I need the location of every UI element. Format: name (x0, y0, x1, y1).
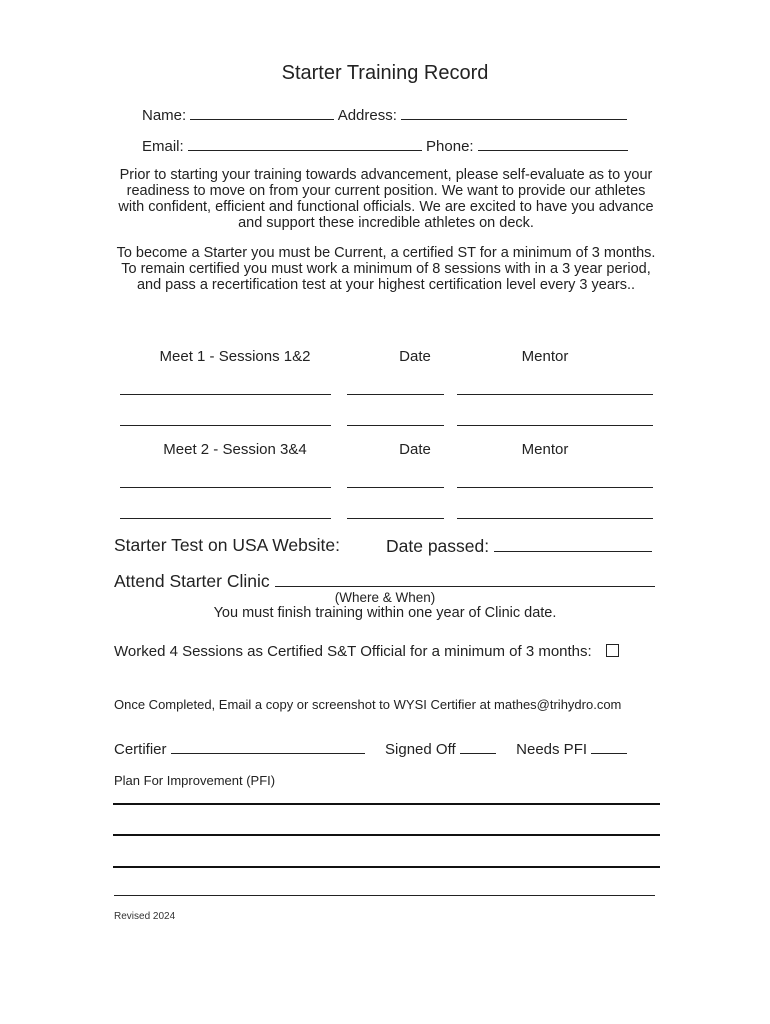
needs-pfi-label: Needs PFI (516, 741, 588, 758)
clinic-row (114, 570, 655, 592)
needs-pfi-field[interactable] (591, 739, 627, 754)
address-label: Address: (337, 107, 397, 124)
date-passed-field[interactable] (494, 535, 652, 552)
email-label: Email: (142, 138, 184, 155)
address-field[interactable] (401, 105, 627, 120)
requirements-paragraph: To become a Starter you must be Current, a certified ST for a minimum of 3 months. To remain certified you must work a minimum of 8 sessions with in a 3 year period, and pass a recertification test at your highest certification level every 3 years.. (116, 245, 656, 293)
page-title: Starter Training Record (281, 62, 489, 84)
name-address-row (142, 105, 627, 124)
meet1-date-header: Date (399, 348, 431, 365)
meet1-mentor-header: Mentor (521, 348, 569, 365)
intro-paragraph: Prior to starting your training towards advancement, please self-evaluate as to your readiness to move on from your current position. We want to provide our athletes with confident, efficient and functional officials. We are excited to have you advance and support these incredible athletes on deck. (118, 167, 654, 231)
pfi-line-2[interactable] (113, 834, 660, 836)
meet2-mentor-header: Mentor (521, 441, 569, 458)
pfi-line-3[interactable] (113, 866, 660, 868)
starter-test-label: Starter Test on USA Website: (114, 535, 340, 555)
clinic-label: Attend Starter Clinic (114, 571, 270, 591)
pfi-label: Plan For Improvement (PFI) (114, 773, 276, 788)
date-passed-label: Date passed: (386, 536, 490, 556)
name-field[interactable] (190, 105, 334, 120)
meet1-session1-field[interactable] (120, 394, 331, 395)
signed-off-label: Signed Off (385, 741, 456, 758)
worked-sessions-checkbox[interactable] (606, 644, 619, 657)
meet2-session3-field[interactable] (120, 487, 331, 488)
name-label: Name: (142, 107, 187, 124)
phone-label: Phone: (426, 138, 474, 155)
meet1-heading: Meet 1 - Sessions 1&2 (159, 348, 311, 365)
worked-sessions-label: Worked 4 Sessions as Certified S&T Official for a minimum of 3 months: (114, 643, 592, 660)
meet1-mentor2-field[interactable] (457, 425, 653, 426)
meet2-date4-field[interactable] (347, 518, 444, 519)
pfi-line-4[interactable] (114, 895, 655, 896)
email-instruction: Once Completed, Email a copy or screenshot to WYSI Certifier at mathes@trihydro.com (114, 697, 622, 712)
pfi-line-1[interactable] (113, 803, 660, 805)
certifier-label: Certifier (114, 741, 167, 758)
meet1-date1-field[interactable] (347, 394, 444, 395)
certifier-field[interactable] (171, 739, 365, 754)
meet2-mentor4-field[interactable] (457, 518, 653, 519)
worked-sessions-row (114, 643, 619, 660)
email-field[interactable] (188, 136, 422, 151)
meet2-date-header: Date (399, 441, 431, 458)
clinic-note: You must finish training within one year of Clinic date. (213, 605, 557, 621)
phone-field[interactable] (478, 136, 628, 151)
meet2-heading: Meet 2 - Session 3&4 (163, 441, 307, 458)
meet2-mentor3-field[interactable] (457, 487, 653, 488)
meet1-session2-field[interactable] (120, 425, 331, 426)
revised-note: Revised 2024 (114, 911, 176, 922)
date-passed-row (386, 535, 652, 557)
meet1-mentor1-field[interactable] (457, 394, 653, 395)
certifier-row (114, 739, 627, 758)
meet2-date3-field[interactable] (347, 487, 444, 488)
email-phone-row (142, 136, 628, 155)
clinic-field[interactable] (275, 570, 655, 587)
meet1-date2-field[interactable] (347, 425, 444, 426)
meet2-session4-field[interactable] (120, 518, 331, 519)
clinic-hint: (Where & When) (334, 590, 436, 605)
signed-off-field[interactable] (460, 739, 496, 754)
